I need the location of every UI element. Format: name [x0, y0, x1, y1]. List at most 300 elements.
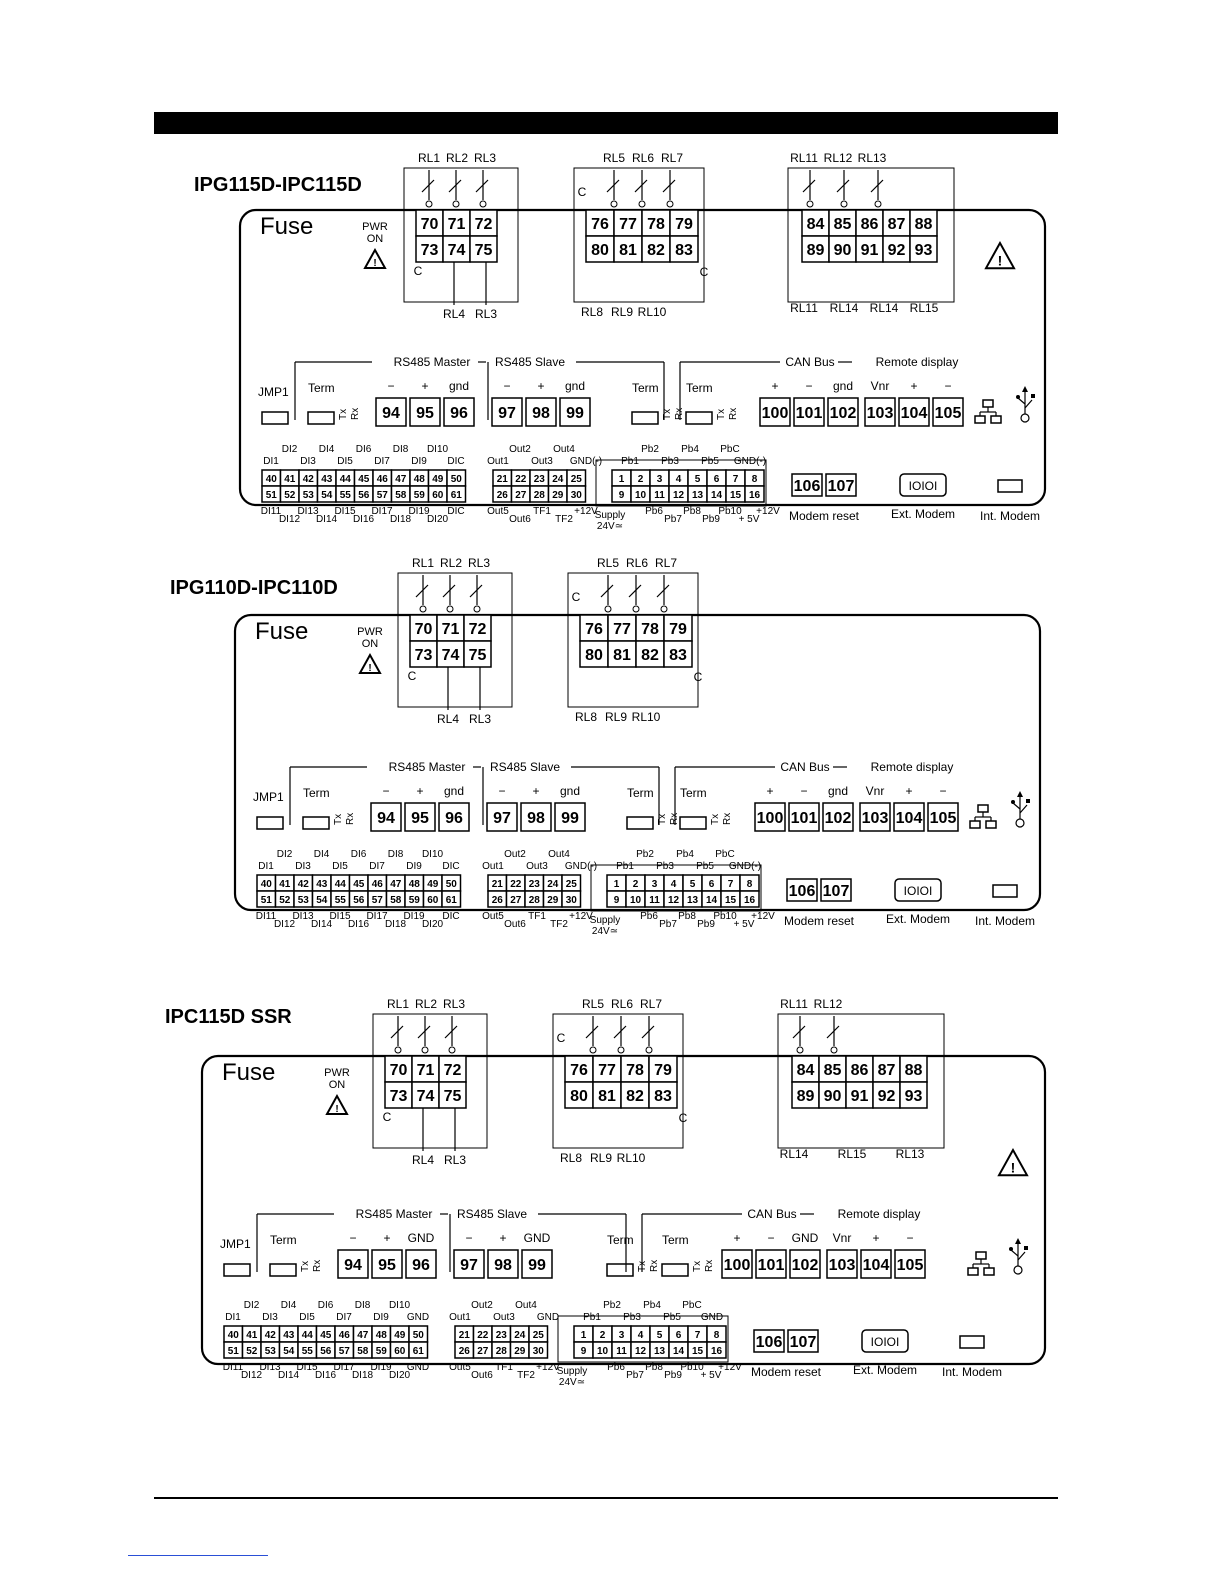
- contact-point: [618, 1047, 624, 1053]
- probe-strip-terminal: 12: [634, 1346, 647, 1357]
- relay-label-bottom: RL15: [909, 301, 939, 315]
- relay-switch: [418, 1026, 430, 1038]
- out-label-bottom: +12V: [569, 911, 593, 922]
- modem-reset-label: Modem reset: [783, 914, 855, 928]
- relay-label-bottom: RL10: [616, 1151, 646, 1165]
- probe-label-top: Pb5: [696, 861, 714, 872]
- di-strip-terminal: 55: [339, 490, 351, 501]
- di-label-bottom: DI20: [388, 1370, 411, 1381]
- relay-switch: [793, 1026, 805, 1038]
- out-strip-terminal: 26: [496, 490, 508, 501]
- rx-label: Rx: [669, 812, 680, 825]
- di-label-top: DI10: [388, 1300, 411, 1311]
- out-strip-terminal: 24: [547, 879, 559, 890]
- comm-terminal: 96: [450, 405, 468, 422]
- relay-label-top: RL6: [625, 556, 649, 570]
- di-strip-terminal: 49: [394, 1330, 406, 1341]
- di-label-bottom: DI13: [297, 506, 319, 517]
- tx-label: Tx: [637, 1260, 648, 1272]
- tx-label: Tx: [710, 813, 721, 825]
- pwr-label: ON: [366, 233, 384, 245]
- term-jumper: [627, 817, 653, 829]
- probe-strip-terminal: 2: [632, 879, 639, 890]
- int-modem-connector: [993, 885, 1017, 897]
- probe-label-top: Pb2: [636, 849, 654, 860]
- comm-pin-label: +: [766, 784, 774, 798]
- rx-label: Rx: [345, 812, 356, 825]
- relay-switch: [642, 1026, 654, 1038]
- comm-pin-label: −: [387, 379, 395, 393]
- di-strip-terminal: 50: [450, 474, 462, 485]
- relay-block-b-terminal: 82: [641, 647, 659, 664]
- di-strip-terminal: 40: [227, 1330, 239, 1341]
- di-label-top: DI9: [406, 861, 422, 872]
- diagram-title: IPC115D SSR: [165, 1006, 292, 1028]
- comm-pin-label: gnd: [832, 379, 854, 393]
- relay-label-bottom: RL14: [869, 301, 899, 315]
- probe-strip-terminal: 4: [675, 474, 682, 485]
- probe-label-bottom: Pb9: [702, 514, 720, 525]
- di-strip-terminal: 44: [334, 879, 346, 890]
- relay-block-a-terminal: 70: [414, 621, 433, 638]
- comm-terminal: 98: [527, 810, 545, 827]
- probe-strip-terminal: 11: [616, 1346, 627, 1357]
- di-strip-terminal: 46: [376, 474, 388, 485]
- di-label-bottom: GND: [406, 1362, 430, 1373]
- out-strip-terminal: 21: [496, 474, 508, 485]
- probe-label-top: Pb5: [701, 456, 719, 467]
- probe-strip-terminal: 2: [599, 1330, 606, 1341]
- di-strip-terminal: 40: [265, 474, 277, 485]
- di-label-bottom: DI19: [370, 1362, 392, 1373]
- probe-label-bottom: Pb7: [626, 1370, 644, 1381]
- out-strip-terminal: 28: [528, 895, 540, 906]
- di-label-bottom: DI11: [255, 911, 277, 922]
- usb-icon-square: [1026, 799, 1030, 803]
- comm-pin-label: −: [465, 1231, 473, 1245]
- out-label-top: Out3: [526, 861, 548, 872]
- probe-label-top: GND(-): [728, 861, 762, 872]
- warning-icon-mark: !: [997, 252, 1003, 269]
- out-label-bottom: TF2: [517, 1370, 535, 1381]
- usb-icon-arrow: [1015, 1238, 1021, 1244]
- di-strip-terminal: 51: [227, 1346, 239, 1357]
- di-strip-terminal: 49: [432, 474, 444, 485]
- relay-switch: [614, 1026, 626, 1038]
- relay-label-bottom: RL4: [411, 1153, 435, 1167]
- relay-block-b-terminal: 76: [591, 216, 609, 233]
- di-label-bottom: DI12: [240, 1370, 263, 1381]
- out-label-top: Out2: [471, 1300, 493, 1311]
- comm-terminal: 95: [416, 405, 434, 422]
- comm-pin-label: −: [800, 784, 808, 798]
- ext-modem-label: Ext. Modem: [885, 912, 951, 926]
- contact-point: [797, 1047, 803, 1053]
- di-strip-terminal: 52: [246, 1346, 258, 1357]
- usb-icon-dot: [1009, 1247, 1013, 1251]
- relay-label-top: RL12: [823, 151, 853, 165]
- wiring-diagram-0: [0, 151, 1224, 550]
- di-label-bottom: DI13: [292, 911, 314, 922]
- relay-block-c-terminal: 92: [887, 242, 906, 259]
- rs485-master-label: RS485 Master: [388, 760, 466, 774]
- relay-label-top: RL6: [610, 997, 634, 1011]
- probe-label-bottom: Pb9: [664, 1370, 682, 1381]
- probe-strip-terminal: 9: [618, 490, 625, 501]
- probe-strip-terminal: 15: [729, 490, 742, 501]
- probe-strip-terminal: 9: [613, 895, 620, 906]
- common-label: C: [699, 265, 709, 279]
- usb-icon: [1018, 1252, 1025, 1260]
- probe-strip-terminal: 3: [651, 879, 658, 890]
- usb-icon: [1013, 803, 1020, 809]
- di-strip-terminal: 56: [320, 1346, 332, 1357]
- relay-block-b-terminal: 83: [675, 242, 693, 259]
- probe-strip-terminal: 4: [670, 879, 677, 890]
- comm-pin-label: +: [532, 784, 540, 798]
- common-label: C: [577, 185, 587, 199]
- network-icon-node: [984, 1268, 994, 1275]
- contact-point: [447, 606, 453, 612]
- out-label-bottom: +12V: [536, 1362, 560, 1373]
- di-label-bottom: DI12: [273, 919, 296, 930]
- rs485-master-label: RS485 Master: [355, 1207, 433, 1221]
- relay-block-b-terminal: 78: [641, 621, 659, 638]
- comm-pin-label: GND: [407, 1231, 435, 1245]
- di-strip-terminal: 61: [445, 895, 457, 906]
- comm-pin-label: +: [733, 1231, 741, 1245]
- out-strip-terminal: 27: [477, 1346, 489, 1357]
- network-icon-node: [968, 1268, 978, 1275]
- probe-label-bottom: + 5V: [700, 1370, 722, 1381]
- relay-label-top: RL1: [411, 556, 435, 570]
- di-strip-terminal: 53: [302, 490, 314, 501]
- probe-label-top: PbC: [682, 1300, 702, 1311]
- probe-strip-terminal: 5: [656, 1330, 663, 1341]
- di-strip-terminal: 55: [301, 1346, 313, 1357]
- network-icon-node: [975, 416, 985, 423]
- relay-block-a-terminal: 71: [416, 1062, 435, 1079]
- di-strip-terminal: 44: [339, 474, 351, 485]
- comm-terminal: 100: [723, 1257, 751, 1274]
- di-strip-terminal: 46: [371, 879, 383, 890]
- out-strip-terminal: 23: [495, 1330, 507, 1341]
- di-label-bottom: DI11: [260, 506, 282, 517]
- di-strip-terminal: 43: [321, 474, 333, 485]
- tx-label: Tx: [662, 408, 673, 420]
- comm-terminal: 97: [493, 810, 511, 827]
- relay-switch: [445, 1026, 457, 1038]
- di-label-bottom: DI15: [329, 911, 351, 922]
- rx-label: Rx: [312, 1259, 323, 1272]
- di-strip-terminal: 58: [390, 895, 402, 906]
- probe-label-top: PbC: [715, 849, 735, 860]
- probe-strip-terminal: 14: [705, 895, 718, 906]
- relay-block-b-terminal: 78: [647, 216, 665, 233]
- network-icon-node: [986, 821, 996, 828]
- di-strip-terminal: 54: [283, 1346, 295, 1357]
- relay-block-c-terminal: 88: [914, 216, 933, 233]
- ext-modem-pins: IOIOI: [903, 884, 933, 898]
- di-label-top: DI8: [392, 444, 409, 455]
- contact-point: [420, 606, 426, 612]
- di-strip-terminal: 47: [390, 879, 402, 890]
- di-label-top: DI5: [332, 861, 348, 872]
- jmp-label: JMP1: [258, 385, 289, 399]
- relay-block-a-terminal: 73: [389, 1088, 408, 1105]
- probe-label-bottom: +12V: [751, 911, 775, 922]
- probe-label-bottom: Pb6: [640, 911, 658, 922]
- out-strip-terminal: 30: [532, 1346, 544, 1357]
- relay-block-b-terminal: 79: [669, 621, 687, 638]
- di-strip-terminal: 40: [260, 879, 272, 890]
- out-strip-terminal: 27: [515, 490, 527, 501]
- relay-label-bottom: RL8: [574, 710, 598, 724]
- di-strip-terminal: 46: [338, 1330, 350, 1341]
- term-label: Term: [607, 1233, 634, 1247]
- relay-block-c-terminal: 84: [806, 216, 825, 233]
- pwr-warning-icon-mark: !: [373, 258, 377, 269]
- relay-block-c-terminal: 86: [850, 1062, 869, 1079]
- probe-strip-terminal: 5: [694, 474, 701, 485]
- di-label-top: DI7: [336, 1312, 352, 1323]
- relay-block-a-terminal: 70: [389, 1062, 408, 1079]
- di-label-bottom: DI16: [314, 1370, 337, 1381]
- comm-pin-label: −: [498, 784, 506, 798]
- di-strip-terminal: 43: [283, 1330, 295, 1341]
- footer-rule: [154, 1497, 1058, 1499]
- probe-label-bottom: Pb10: [718, 506, 742, 517]
- probe-label-top: Pb3: [661, 456, 679, 467]
- relay-block-b-terminal: 79: [654, 1062, 672, 1079]
- comm-pin-label: +: [910, 379, 918, 393]
- di-strip-terminal: 47: [357, 1330, 369, 1341]
- di-label-top: DI9: [373, 1312, 389, 1323]
- relay-label-top: RL13: [857, 151, 887, 165]
- probe-label-bottom: Pb10: [680, 1362, 704, 1373]
- term-label: Term: [627, 786, 654, 800]
- comm-pin-label: −: [906, 1231, 914, 1245]
- out-strip-terminal: 22: [510, 879, 522, 890]
- out-label-top: Out3: [493, 1312, 515, 1323]
- di-strip-terminal: 57: [338, 1346, 350, 1357]
- usb-icon: [1025, 400, 1032, 408]
- comm-pin-label: GND: [523, 1231, 551, 1245]
- probe-label-bottom: Pb8: [645, 1362, 663, 1373]
- relay-block-b-terminal: 81: [619, 242, 637, 259]
- pwr-label: PWR: [362, 221, 388, 233]
- di-label-top: DIC: [442, 861, 460, 872]
- relay-label-bottom: RL9: [604, 710, 628, 724]
- relay-block-b-terminal: 77: [613, 621, 631, 638]
- contact-point: [449, 1047, 455, 1053]
- relay-block-a-terminal: 70: [420, 216, 439, 233]
- can-bus-label: CAN Bus: [780, 760, 830, 774]
- contact-point: [605, 606, 611, 612]
- relay-label-top: RL5: [581, 997, 605, 1011]
- di-strip-terminal: 59: [413, 490, 425, 501]
- di-strip-terminal: 60: [427, 895, 439, 906]
- relay-block-c-terminal: 91: [860, 242, 879, 259]
- relay-block-c-terminal: 93: [904, 1088, 923, 1105]
- contact-point: [841, 201, 847, 207]
- modem-reset-label: Modem reset: [750, 1365, 822, 1379]
- probe-strip-terminal: 14: [672, 1346, 685, 1357]
- out-label-top: Out2: [509, 444, 531, 455]
- di-label-bottom: DI18: [389, 514, 412, 525]
- relay-block-a-terminal: 73: [414, 647, 433, 664]
- out-label-bottom: TF2: [555, 514, 573, 525]
- out-label-bottom: +12V: [574, 506, 598, 517]
- probe-label-bottom: Pb9: [697, 919, 715, 930]
- relay-switch: [470, 585, 482, 597]
- comm-pin-label: −: [939, 784, 947, 798]
- rx-label: Rx: [674, 407, 685, 420]
- contact-point: [590, 1047, 596, 1053]
- int-modem-label: Int. Modem: [979, 509, 1041, 523]
- out-label-bottom: TF1: [528, 911, 546, 922]
- comm-terminal: 97: [460, 1257, 478, 1274]
- relay-label-bottom: RL9: [610, 305, 634, 319]
- comm-terminal: 98: [494, 1257, 512, 1274]
- out-label-top: Out2: [504, 849, 526, 860]
- remote-display-label: Remote display: [875, 355, 959, 369]
- ext-modem-pins: IOIOI: [870, 1335, 900, 1349]
- di-label-top: DI4: [280, 1300, 297, 1311]
- di-label-top: DI4: [318, 444, 335, 455]
- comm-terminal: 101: [757, 1257, 785, 1274]
- modem-terminal: 106: [755, 1334, 783, 1351]
- out-label-bottom: Out6: [471, 1370, 493, 1381]
- di-label-bottom: DI15: [334, 506, 356, 517]
- relay-switch: [422, 180, 434, 192]
- probe-label-top: Pb5: [663, 1312, 681, 1323]
- probe-label-top: Pb3: [656, 861, 674, 872]
- di-label-top: DI5: [299, 1312, 315, 1323]
- probe-label-bottom: Pb7: [659, 919, 677, 930]
- comm-terminal: 105: [896, 1257, 924, 1274]
- comm-pin-label: +: [416, 784, 424, 798]
- di-label-bottom: DI14: [277, 1370, 300, 1381]
- comm-terminal: 105: [934, 405, 962, 422]
- comm-terminal: 103: [828, 1257, 856, 1274]
- di-label-top: DIC: [447, 456, 465, 467]
- footer-link-underline: [128, 1555, 268, 1556]
- relay-switch: [586, 1026, 598, 1038]
- relay-switch: [629, 585, 641, 597]
- out-strip-terminal: 29: [552, 490, 564, 501]
- usb-icon-square: [1031, 394, 1035, 398]
- jmp-label: JMP1: [253, 790, 284, 804]
- relay-label-top: RL1: [417, 151, 441, 165]
- wiring-diagram-2: [0, 997, 1224, 1400]
- relay-switch: [449, 180, 461, 192]
- contact-point: [639, 201, 645, 207]
- relay-block-c-terminal: 90: [823, 1088, 842, 1105]
- relay-block-a-terminal: 75: [443, 1088, 462, 1105]
- common-label: C: [382, 1110, 392, 1124]
- di-strip-terminal: 50: [445, 879, 457, 890]
- comm-terminal: 103: [866, 405, 894, 422]
- relay-label-top: RL2: [445, 151, 469, 165]
- comm-terminal: 101: [790, 810, 818, 827]
- di-label-top: DI1: [225, 1312, 241, 1323]
- out-label-top: Out1: [482, 861, 504, 872]
- comm-terminal: 99: [528, 1257, 546, 1274]
- relay-switch: [476, 180, 488, 192]
- relay-block-c-terminal: 90: [833, 242, 852, 259]
- term-label: Term: [632, 381, 659, 395]
- probe-strip-terminal: 3: [618, 1330, 625, 1341]
- probe-strip-terminal: 10: [634, 490, 647, 501]
- comm-terminal: 102: [829, 405, 857, 422]
- rx-label: Rx: [350, 407, 361, 420]
- comm-pin-label: +: [383, 1231, 391, 1245]
- di-label-bottom: DI19: [408, 506, 430, 517]
- di-label-top: DI3: [295, 861, 311, 872]
- relay-label-bottom: RL10: [631, 710, 661, 724]
- relay-block-b-terminal: 79: [675, 216, 693, 233]
- network-icon-node: [970, 821, 980, 828]
- relay-label-bottom: RL15: [837, 1147, 867, 1161]
- rs485-slave-label: RS485 Slave: [456, 1207, 528, 1221]
- pwr-label: ON: [361, 638, 379, 650]
- contact-point: [426, 201, 432, 207]
- relay-label-top: RL2: [414, 997, 438, 1011]
- relay-switch: [416, 585, 428, 597]
- di-strip-terminal: 56: [353, 895, 365, 906]
- di-label-bottom: DI11: [222, 1362, 244, 1373]
- probe-label-top: Pb1: [616, 861, 634, 872]
- relay-block-b-terminal: 82: [647, 242, 665, 259]
- comm-pin-label: +: [421, 379, 429, 393]
- comm-terminal: 104: [862, 1257, 890, 1274]
- relay-block-a-terminal: 71: [447, 216, 466, 233]
- relay-block-b-terminal: 83: [669, 647, 687, 664]
- di-strip-terminal: 48: [413, 474, 425, 485]
- term-jumper: [680, 817, 706, 829]
- comm-pin-label: +: [537, 379, 545, 393]
- out-strip-terminal: 29: [514, 1346, 526, 1357]
- relay-block-a-terminal: 75: [474, 242, 493, 259]
- probe-strip-terminal: 1: [580, 1330, 587, 1341]
- rs485-slave-label: RS485 Slave: [489, 760, 561, 774]
- network-icon: [976, 1252, 986, 1259]
- di-strip-terminal: 57: [371, 895, 383, 906]
- common-label: C: [556, 1031, 566, 1045]
- di-label-bottom: DI18: [351, 1370, 374, 1381]
- relay-label-top: RL12: [813, 997, 843, 1011]
- comm-pin-label: −: [349, 1231, 357, 1245]
- int-modem-label: Int. Modem: [974, 914, 1036, 928]
- relay-block-b-terminal: 80: [591, 242, 609, 259]
- contact-point: [480, 201, 486, 207]
- di-strip-terminal: 57: [376, 490, 388, 501]
- relay-label-bottom: RL13: [895, 1147, 925, 1161]
- diagram-title: IPG115D-IPC115D: [194, 174, 362, 196]
- di-strip-terminal: 41: [284, 474, 296, 485]
- probe-label-bottom: +12V: [756, 506, 780, 517]
- relay-switch: [663, 180, 675, 192]
- rx-label: Rx: [722, 812, 733, 825]
- out-strip-terminal: 29: [547, 895, 559, 906]
- contact-point: [633, 606, 639, 612]
- di-label-top: DI6: [350, 849, 367, 860]
- supply-label: 24V≃: [591, 926, 619, 937]
- relay-label-top: RL11: [780, 997, 808, 1011]
- di-label-top: DI10: [426, 444, 449, 455]
- comm-pin-label: Vnr: [832, 1231, 852, 1245]
